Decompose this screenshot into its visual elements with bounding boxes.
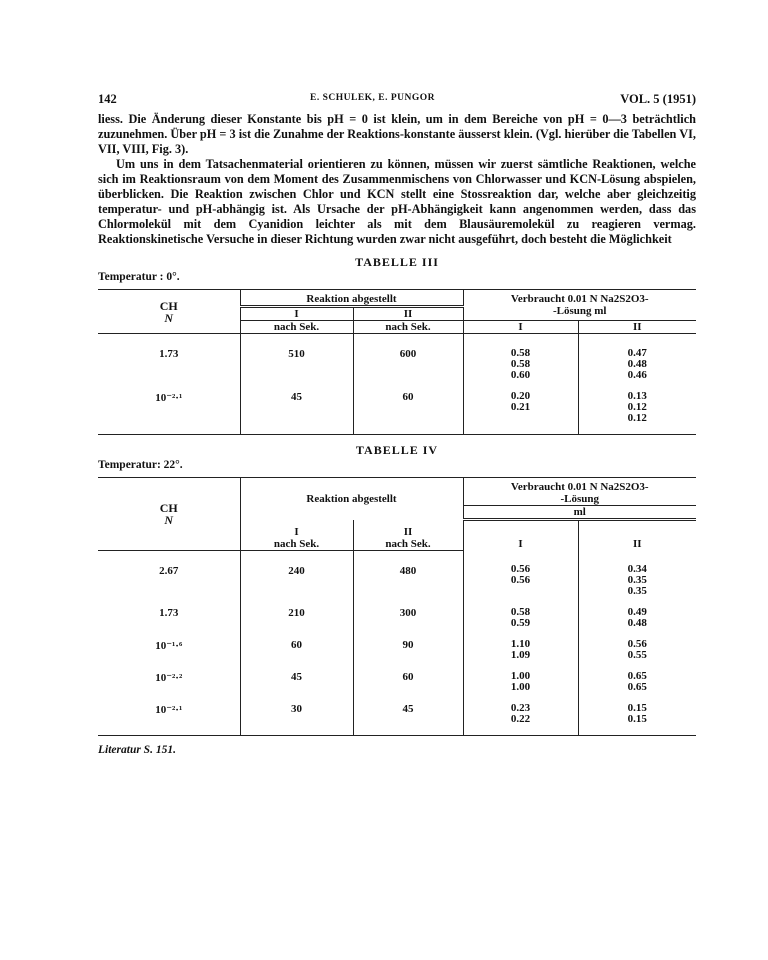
table-3-verbraucht-header [463, 290, 696, 321]
consumption-I [463, 334, 578, 386]
consumption-I [463, 665, 578, 697]
reaction-time-II: 60 [353, 665, 463, 697]
value: 1.09 [510, 649, 531, 661]
table-4-loesung-line: -Lösung [560, 493, 600, 505]
reaction-time-I: 240 [240, 550, 353, 601]
reaction-time-I: 30 [240, 697, 353, 736]
page [98, 92, 696, 756]
table-4 [98, 477, 696, 736]
value: 0.65 [627, 681, 647, 693]
reaction-time-I: 60 [240, 633, 353, 665]
running-head-authors: E. SCHULEK, E. PUNGOR [310, 93, 436, 103]
page-number: 142 [98, 92, 117, 106]
value: 0.13 [627, 390, 647, 402]
table-row [98, 697, 696, 736]
table-4-ch-header [98, 478, 240, 551]
table-3 [98, 289, 696, 435]
reaction-time-II: 600 [353, 334, 463, 386]
value: 0.58 [510, 358, 531, 370]
table-3-reaktion-header: Reaktion abgestellt [240, 290, 463, 307]
table-3-caption: TABELLE III [355, 255, 439, 269]
table-3-loesung-line: -Lösung ml [553, 305, 607, 317]
table-3-nach-sek-I: nach Sek. [240, 321, 353, 334]
value: 0.12 [627, 412, 647, 424]
concentration-cell: 1.73 [159, 607, 179, 619]
concentration-cell: 10⁻²·² [155, 672, 183, 684]
ch-sub: N [164, 512, 174, 527]
table-3-ch-header [98, 290, 240, 334]
concentration-cell: 10⁻²·¹ [98, 385, 240, 435]
table-3-block [98, 255, 696, 435]
value: 1.10 [510, 638, 531, 650]
value: 0.46 [627, 369, 647, 381]
value: 0.49 [627, 606, 647, 618]
ch-label: CH [159, 298, 178, 313]
value: 0.35 [627, 574, 647, 586]
value: 0.21 [510, 401, 531, 413]
value: 0.15 [627, 713, 647, 725]
table-4-verbraucht-header [463, 478, 696, 506]
concentration-cell: 1.73 [159, 348, 179, 360]
table-3-verbraucht-line: Verbraucht 0.01 N Na2S2O3- [510, 293, 649, 305]
reaction-time-I: 45 [240, 385, 353, 435]
running-head [98, 92, 696, 112]
consumption-II [578, 665, 696, 697]
paragraph-1: liess. Die Änderung dieser Konstante bis pH = 0 ist klein, um in dem Bereiche von pH = 0—3 beträchtlich zuzunehmen. Über pH = 3 ist die Zunahme der Reaktions-konstante äusserst klein. (Vgl. hierüber die Tabellen VI, VII, VIII, Fig. 3). [98, 112, 696, 156]
value: 0.47 [627, 347, 647, 359]
table-4-block [98, 443, 696, 736]
concentration-cell: 2.67 [159, 564, 179, 577]
table-4-nach-sek-II: nach Sek. [353, 538, 463, 551]
table-4-col-I: I [240, 520, 353, 538]
consumption-II [578, 334, 696, 386]
table-4-reaktion-header: Reaktion abgestellt [240, 478, 463, 520]
consumption-II [578, 633, 696, 665]
reaction-time-I: 510 [240, 334, 353, 386]
consumption-I [463, 385, 578, 435]
value: 0.48 [627, 617, 647, 629]
reaction-time-I: 210 [240, 601, 353, 633]
body-text [98, 112, 696, 247]
concentration-cell: 10⁻¹·⁶ [155, 640, 183, 652]
table-row [98, 601, 696, 633]
paragraph-2: Um uns in dem Tatsachenmaterial orientieren zu können, müssen wir zuerst sämtliche Reaktionen, welche sich im Reaktionsraum von dem Moment des Zusammenmischens von Chlorwasser und KCN-Lösung abspielen, überblicken. Die Reaktion zwischen Chlor und KCN stellt eine Stossreaktion dar, welche aber gleichzeitig temperatur- und pH-abhängig ist. Als Ursache der pH-Abhängigkeit kann angenommen werden, dass das Chlormolekül mit dem Cyanidion leichter als mit dem Blausäuremolekül zu reagieren vermag. Reaktionskinetische Versuche in dieser Richtung wurden zwar nicht ausgeführt, doch besteht die Möglichkeit [98, 157, 696, 246]
table-row [98, 550, 696, 601]
consumption-II [578, 697, 696, 736]
consumption-I [463, 550, 578, 601]
value: 0.35 [627, 585, 647, 597]
consumption-II [578, 385, 696, 435]
value: 0.56 [627, 638, 647, 650]
value: 0.56 [510, 563, 531, 575]
ch-label: CH [159, 500, 178, 515]
consumption-II [578, 601, 696, 633]
value: 1.00 [510, 670, 531, 682]
reaction-time-II: 300 [353, 601, 463, 633]
value: 0.20 [510, 390, 531, 402]
ch-sub: N [164, 310, 174, 325]
table-4-verbr-I: I [463, 520, 578, 551]
table-4-ml: ml [463, 506, 696, 520]
table-3-verbr-II: II [578, 321, 696, 334]
value: 0.55 [627, 649, 647, 661]
value: 1.00 [510, 681, 531, 693]
table-3-col-II: II [353, 307, 463, 321]
value: 0.34 [627, 563, 647, 575]
running-head-volume: VOL. 5 (1951) [620, 92, 696, 106]
table-row [98, 633, 696, 665]
reaction-time-II: 480 [353, 550, 463, 601]
value: 0.60 [510, 369, 531, 381]
table-3-col-I: I [240, 307, 353, 321]
table-3-temperature: Temperatur : 0°. [98, 271, 180, 283]
table-4-verbr-II: II [578, 520, 696, 551]
table-row [98, 334, 696, 386]
value: 0.22 [510, 713, 531, 725]
table-row [98, 385, 696, 435]
table-4-temperature: Temperatur: 22°. [98, 459, 183, 471]
table-row [98, 665, 696, 697]
table-4-nach-sek-I: nach Sek. [240, 538, 353, 551]
consumption-II [578, 550, 696, 601]
table-3-nach-sek-II: nach Sek. [353, 321, 463, 334]
value: 0.65 [627, 670, 647, 682]
literature-note: Literatur S. 151. [98, 744, 176, 756]
consumption-I [463, 633, 578, 665]
consumption-I [463, 697, 578, 736]
value: 0.59 [510, 617, 531, 629]
table-4-caption: TABELLE IV [355, 443, 439, 457]
value: 0.58 [510, 606, 531, 618]
table-4-verbraucht-line: Verbraucht 0.01 N Na2S2O3- [510, 481, 649, 493]
value: 0.12 [627, 401, 647, 413]
value: 0.15 [627, 702, 647, 714]
table-4-col-II: II [353, 520, 463, 538]
reaction-time-II: 45 [353, 697, 463, 736]
value: 0.58 [510, 347, 531, 359]
value: 0.56 [510, 574, 531, 586]
concentration-cell: 10⁻²·¹ [98, 697, 240, 736]
value: 0.23 [510, 702, 531, 714]
consumption-I [463, 601, 578, 633]
reaction-time-I: 45 [240, 665, 353, 697]
table-3-verbr-I: I [463, 321, 578, 334]
reaction-time-II: 90 [353, 633, 463, 665]
value: 0.48 [627, 358, 647, 370]
reaction-time-II: 60 [353, 385, 463, 435]
